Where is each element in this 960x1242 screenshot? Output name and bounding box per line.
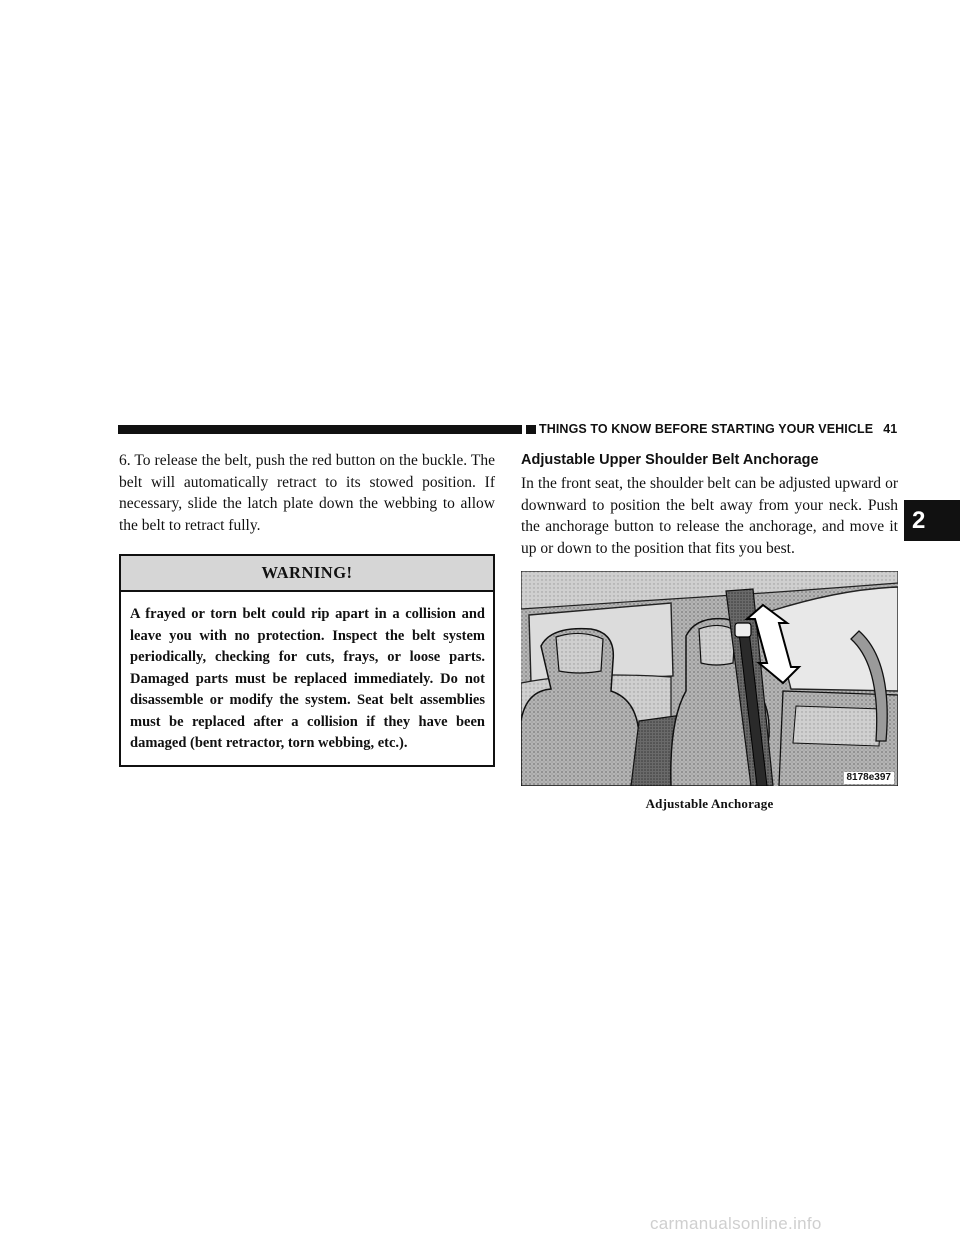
chapter-title: THINGS TO KNOW BEFORE STARTING YOUR VEHICLE	[539, 422, 874, 436]
warning-box	[119, 554, 495, 767]
header-rule-block	[526, 425, 536, 434]
car-interior-drawing	[521, 571, 898, 786]
anchorage-paragraph: In the front seat, the shoulder belt can be adjusted upward or downward to position the belt away from your neck. Push the anchorage button to release the anchorage, and move it up or down to the position that fits you best.	[521, 475, 898, 557]
right-column	[521, 452, 898, 812]
anchorage-illustration	[521, 571, 898, 786]
watermark: carmanualsonline.info	[650, 1214, 822, 1233]
figure-code: 8178e397	[844, 772, 895, 784]
figure-caption: Adjustable Anchorage	[645, 796, 774, 811]
running-header	[539, 422, 897, 436]
page-number: 41	[883, 422, 898, 436]
warning-heading: WARNING!	[121, 556, 493, 592]
warning-text: A frayed or torn belt could rip apart in a collision and leave you with no protection. Inspect the belt system periodically, checking for cuts, frays, or loose parts. Damaged parts must be replaced immediately. Do not disassemble or modify the system. Seat belt assemblies must be replaced after a collision if they have been damaged (bent retractor, torn webbing, etc.).	[130, 606, 485, 751]
section-title: Adjustable Upper Shoulder Belt Anchorage	[521, 452, 819, 468]
chapter-tab: 2	[904, 500, 960, 541]
left-column	[119, 450, 495, 767]
header-rule	[118, 425, 522, 434]
release-belt-paragraph: 6. To release the belt, push the red button on the buckle. The belt will automatically retract to its stowed position. If necessary, slide the latch plate down the webbing to allow the belt to retract fully.	[119, 452, 495, 534]
